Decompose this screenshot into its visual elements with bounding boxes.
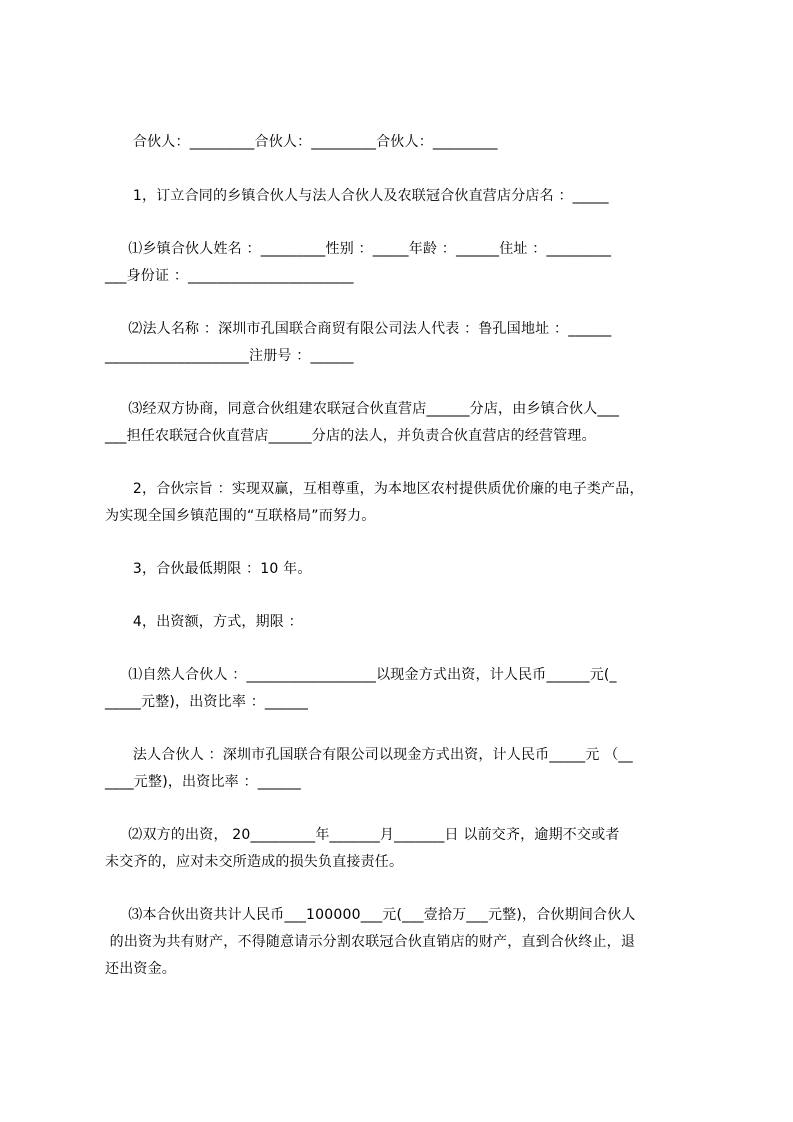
clause-4-3-line-1: ⑶本合伙出资共计人民币___100000___元(___壹拾万___元整)，合伙期间合伙人 <box>105 907 636 923</box>
clause-1-1-line-1: ⑴乡镇合伙人姓名 ：_________性别 ：_____年龄 ：______住址 ：_________ <box>105 241 612 257</box>
clause-1-1-line-2: ___身份证 ：_______________________ <box>105 268 354 284</box>
legal-partner-line-2: ____元整)，出资比率 ：______ <box>105 774 301 790</box>
clause-1-2-line-2: ____________________注册号 ：______ <box>105 348 354 364</box>
clause-4-3-line-2: 的出资为共有财产，不得随意请示分割农联冠合伙直销店的财产，直到合伙终止，退 <box>105 934 636 950</box>
clause-4-2-line-2: 未交齐的，应对未交所造成的损失负直接责任。 <box>105 854 404 870</box>
clause-2-line-2: 为实现全国乡镇范围的“互联格局”而努力。 <box>105 508 376 524</box>
clause-4-1-line-1: ⑴自然人合伙人 ：__________________以现金方式出资，计人民币______元(_ <box>105 667 617 683</box>
clause-4-3-line-3: 还出资金。 <box>105 961 176 977</box>
clause-2-line-1: 2，合伙宗旨 ：实现双赢，互相尊重，为本地区农村提供质优价廉的电子类产品， <box>105 481 644 497</box>
clause-4-1-line-2: _____元整)，出资比率 ：______ <box>105 694 309 710</box>
legal-partner-line-1: 法人合伙人 ：深圳市孔国联合有限公司以现金方式出资，计人民币_____元 （__ <box>105 747 633 763</box>
partner-blanks-line: 合伙人：_________合伙人：_________合伙人：_________ <box>105 134 498 150</box>
clause-4-line: 4，出资额，方式，期限 ： <box>105 614 303 630</box>
clause-3-line: 3，合伙最低期限 ：10 年。 <box>105 561 312 577</box>
clause-1-3-line-1: ⑶经双方协商，同意合伙组建农联冠合伙直营店______分店，由乡镇合伙人___ <box>105 401 620 417</box>
clause-4-2-line-1: ⑵双方的出资， 20_________年_______月_______日 以前交齐，逾期不交或者 <box>105 827 620 843</box>
clause-1-line: 1，订立合同的乡镇合伙人与法人合伙人及农联冠合伙直营店分店名 ：_____ <box>105 188 609 204</box>
clause-1-2-line-1: ⑵法人名称 ：深圳市孔国联合商贸有限公司法人代表 ：鲁孔国地址 ：______ <box>105 321 612 337</box>
clause-1-3-line-2: ___担任农联冠合伙直营店______分店的法人，并负责合伙直营店的经营管理。 <box>105 428 596 444</box>
